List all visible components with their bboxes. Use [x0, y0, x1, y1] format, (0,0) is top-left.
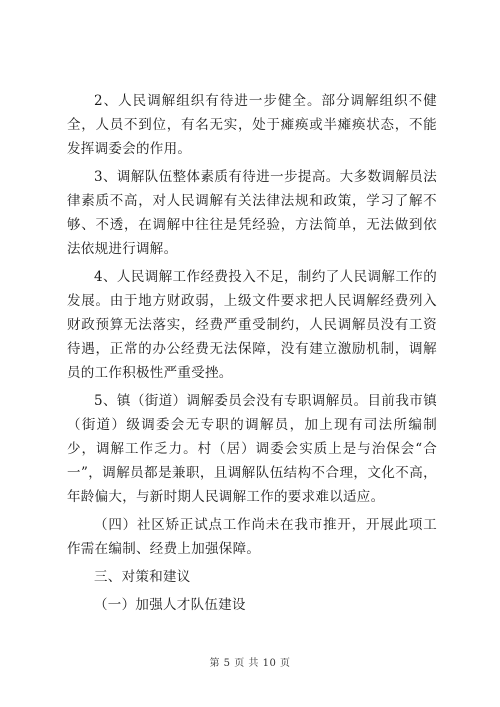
paragraph-item-5: 5、镇（街道）调解委员会没有专职调解员。目前我市镇（街道）级调委会无专职的调解员，加上现有司法所编制少，调解工作乏力。村（居）调委会实质上是与治保会“合一”，调解员都是兼职，且调解队伍结构不合理，文化不高，年龄偏大，与新时期人民调解工作的要求难以适应。: [67, 393, 437, 505]
paragraph-item-3: 3、调解队伍整体素质有待进一步提高。大多数调解员法律素质不高，对人民调解有关法律法规和政策，学习了解不够、不透，在调解中往往是凭经验，方法简单，无法做到依法依规进行调解。: [67, 169, 437, 257]
subsection-heading-talent: （一）加强人才队伍建设: [94, 597, 246, 613]
page-number-footer: 第 5 页 共 10 页: [209, 658, 291, 669]
document-body: [67, 89, 437, 621]
paragraph-item-2: 2、人民调解组织有待进一步健全。部分调解组织不健全，人员不到位，有名无实，处于瘫痪或半瘫痪状态，不能发挥调委会的作用。: [67, 93, 437, 157]
paragraph-community-correction: （四）社区矫正试点工作尚未在我市推开，开展此项工作需在编制、经费上加强保障。: [67, 517, 437, 557]
section-heading-countermeasures: 三、对策和建议: [94, 569, 191, 585]
paragraph-item-4: 4、人民调解工作经费投入不足，制约了人民调解工作的发展。由于地方财政弱，上级文件要求把人民调解经费列入财政预算无法落实，经费严重受制约，人民调解员没有工资待遇，正常的办公经费无法保障，没有建立激励机制，调解员的工作积极性严重受挫。: [67, 269, 437, 381]
